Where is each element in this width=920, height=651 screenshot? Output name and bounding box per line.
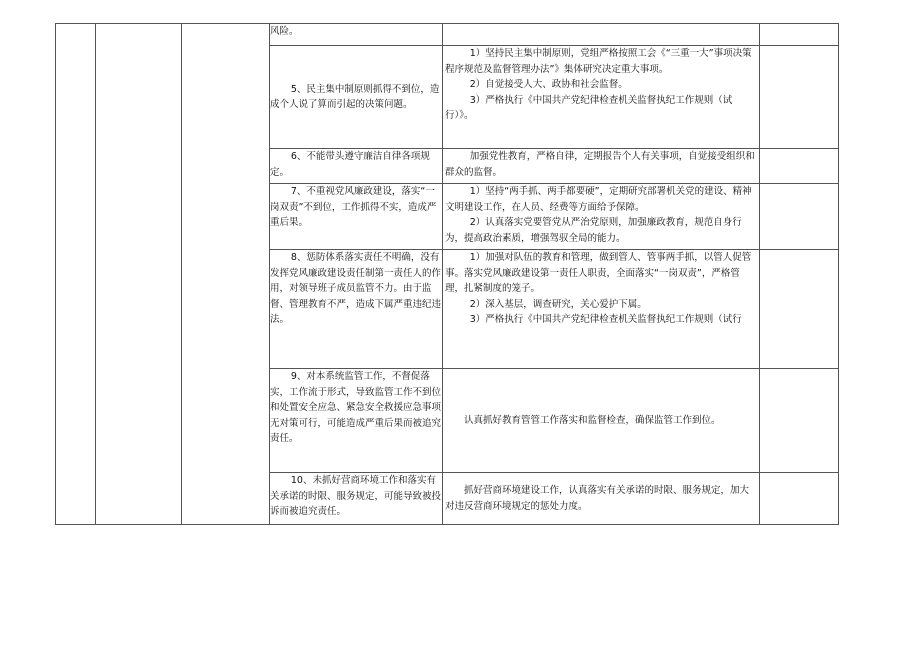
risk-cell: 8、惩防体系落实责任不明确，没有发挥党风廉政建设责任制第一责任人的作用，对领导班子成员监管不力。由于监督、管理教育不严，造成下属严重违纪违法。 bbox=[270, 250, 443, 369]
risk-cell: 7、不重视党风廉政建设，落实“一岗双责”不到位，工作抓得不实，造成严重后果。 bbox=[270, 184, 443, 250]
measure-cell bbox=[443, 473, 760, 525]
measure-item: 2）认真落实党要管党从严治党原则，加强廉政教育，规范自身行为，提高政治素质，增强驾驭全局的能力。 bbox=[445, 217, 742, 244]
measure-item: 加强党性教育，严格自律，定期报告个人有关事项，自觉接受组织和群众的监督。 bbox=[445, 151, 755, 178]
measure-item: 1）坚持民主集中制原则，党组严格按照工会《“三重一大”事项决策程序规范及监督管理办法”》集体研究决定重大事项。 bbox=[445, 48, 752, 75]
remark-cell bbox=[760, 149, 839, 184]
measure-cell bbox=[443, 184, 760, 250]
measure-item: 1）坚持“两手抓、两手都要硬”，定期研究部署机关党的建设、精神文明建设工作，在人员、经费等方面给予保障。 bbox=[445, 186, 752, 213]
measure-cell bbox=[443, 149, 760, 184]
measure-item: 3）严格执行《中国共产党纪律检查机关监督执纪工作规则（试行）》。 bbox=[445, 94, 733, 121]
remark-cell bbox=[760, 24, 839, 46]
risk-cell: 5、民主集中制原则抓得不到位，造成个人说了算而引起的决策问题。 bbox=[270, 46, 443, 149]
risk-cell: 9、对本系统监管工作，不督促落实，工作流于形式，导致监管工作不到位和处置安全应急、紧急安全救援应急事项无对策可行，可能造成严重后果而被追究责任。 bbox=[270, 369, 443, 473]
remark-cell bbox=[760, 184, 839, 250]
measure-item: 认真抓好教育管管工作落实和监督检查，确保监管工作到位。 bbox=[464, 414, 721, 426]
measure-item: 3）严格执行《中国共产党纪律检查机关监督执纪工作规则（试行 bbox=[469, 314, 742, 325]
measure-cell bbox=[443, 46, 760, 149]
remark-cell bbox=[760, 473, 839, 525]
col2-cell bbox=[96, 24, 182, 525]
risk-cell: 6、不能带头遵守廉洁自律各项规定。 bbox=[270, 149, 443, 184]
measure-item: 1）加强对队伍的教育和管理，做到管人、管事两手抓，以管人促管事。落实党风廉政建设第一责任人职责，全面落实“一岗双责”，严格管理，扎紧制度的笼子。 bbox=[445, 252, 752, 294]
risk-table bbox=[55, 23, 839, 525]
measure-cell bbox=[443, 250, 760, 369]
measure-cell bbox=[443, 24, 760, 46]
col1-cell bbox=[56, 24, 96, 525]
measure-item: 2）深入基层，调查研究，关心爱护下属。 bbox=[469, 298, 647, 310]
measure-item: 2）自觉接受人大、政协和社会监督。 bbox=[469, 79, 628, 90]
col3-cell bbox=[182, 24, 270, 525]
risk-cell: 风险。 bbox=[270, 24, 443, 46]
measure-item: 抓好营商环境建设工作，认真落实有关承诺的时限、服务规定，加大对违反营商环境规定的惩处力度。 bbox=[445, 485, 750, 512]
remark-cell bbox=[760, 46, 839, 149]
remark-cell bbox=[760, 369, 839, 473]
remark-cell bbox=[760, 250, 839, 369]
table-row bbox=[56, 24, 839, 46]
measure-cell bbox=[443, 369, 760, 473]
risk-cell: 10、未抓好营商环境工作和落实有关承诺的时限、服务规定，可能导致被投诉而被追究责任。 bbox=[270, 473, 443, 525]
